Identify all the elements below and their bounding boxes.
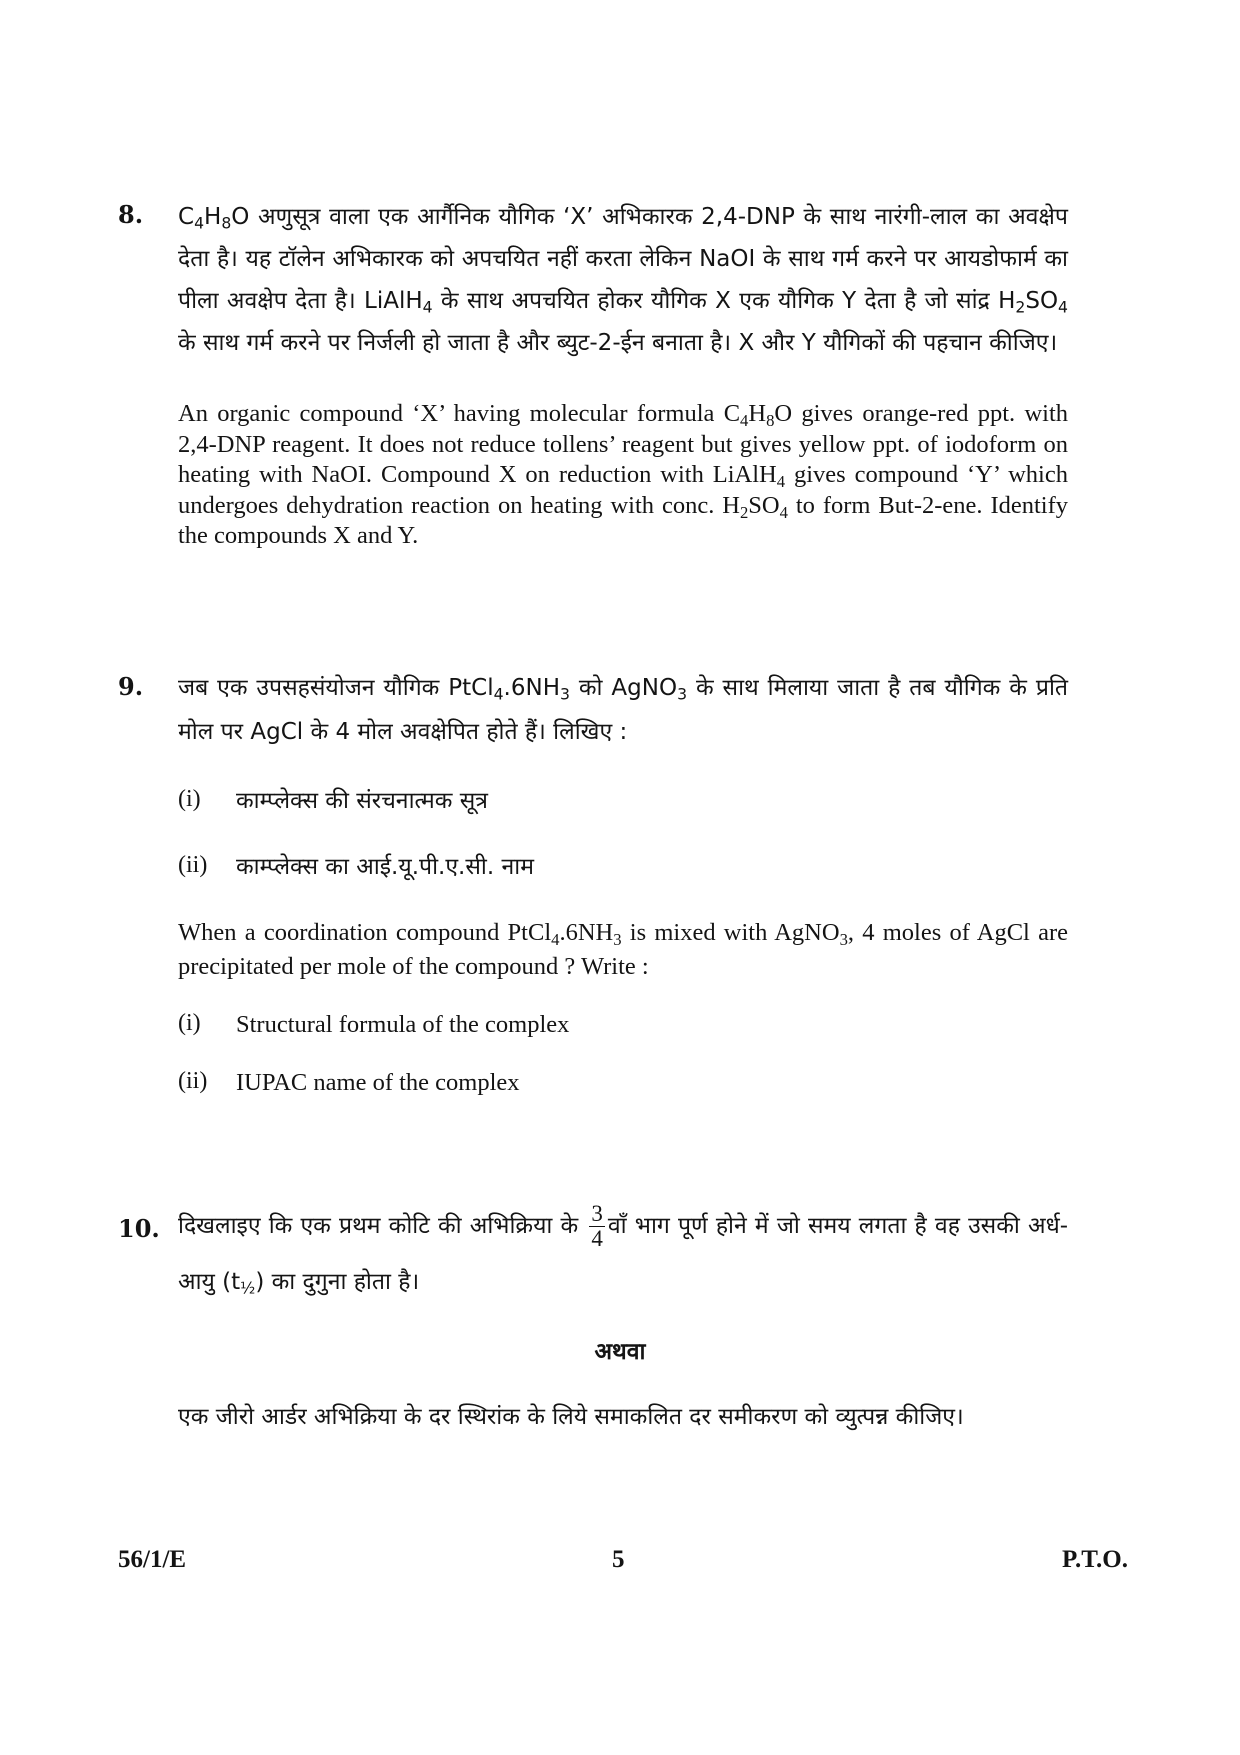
question-number: 8. <box>118 200 144 229</box>
exam-page: 8. $C_4H_8O$ अणुसूत्र वाला एक आर्गैनिक यौगिक ‘X’ अभिकारक 2,4-DNP के साथ नारंगी-लाल का अवक्षेप देता है। यह टॉलेन अभिकारक को अपचयित नहीं करता लेकिन NaOI के साथ गर्म करने पर आयडोफार्म का पीला अवक्षेप देता है। LiAlH$_4$ के साथ अपचयित होकर यौगिक X एक यौगिक Y देता है जो सांद्र $H_2SO_4$ के साथ गर्म करने पर निर्जली हो जाता है और ब्युट-2-ईन बनाता है। X और Y यौगिकों की पहचान कीजिए। An organic compound ‘X’ having molecular formula $C_4H_8O$ gives orange-red ppt. with 2,4-DNP reagent. It does not reduce tollens’ reagent but gives yellow ppt. of iodoform on heating with NaOI. Compound X on reduction with LiAlH$_4$ gives compound ‘Y’ which undergoes dehydration reaction on heating with conc. $H_2SO_4$ to form But-2-ene. Identify the compounds X and Y. 9. जब एक उपसहसंयोजन यौगिक $PtCl_4.6NH_3$ को AgNO$_3$ के साथ मिलाया जाता है तब यौगिक के प्रति मोल पर AgCl के 4 मोल अवक्षेपित होते हैं। लिखिए : (i) काम्प्लेक्स की संरचनात्मक सूत्र (ii) काम्प्लेक्स का आई.यू.पी.ए.सी. नाम When a coordination compound $PtCl_4.6NH_3$ is mixed with AgNO$_3$, 4 moles of AgCl are precipitated per mole of the compound ? Write : (i) Structural formula of the complex (ii) IUPAC name of the complex 10. दिखलाइए कि एक प्रथम कोटि की अभिक्रिया के $\frac{3}{4}$ वाँ भाग पूर्ण होने में जो समय लगता है वह उसकी अर्ध-आयु $(t_{\frac{1}{2}})$ का दुगुना होता है। अथवा एक जीरो आर्डर अभिक्रिया के दर स्थिरांक के लिये समाकलित दर समीकरण को व्युत्पन्न कीजिए। 56/1/E 5 P.T.O. <box>0 0 1240 1755</box>
question-number: 9. <box>118 672 144 701</box>
question-9-english: When a coordination compound $PtCl_4.6NH_3$ is mixed with AgNO$_3$, 4 moles of AgCl are precipitated per mole of the compound ? Write : <box>178 919 1068 980</box>
question-8-english: An organic compound ‘X’ having molecular formula $C_4H_8O$ gives orange-red ppt. with 2,4-DNP reagent. It does not reduce tollens’ reagent but gives yellow ppt. of iodoform on heating with NaOI. Compound X on reduction with LiAlH$_4$ gives compound ‘Y’ which undergoes dehydration reaction on heating with conc. $H_2SO_4$ to form But-2-ene. Identify the compounds X and Y. <box>178 400 1069 549</box>
question-8-hindi: $C_4H_8O$ अणुसूत्र वाला एक आर्गैनिक यौगिक ‘X’ अभिकारक 2,4-DNP के साथ नारंगी-लाल का अवक्षेप देता है। यह टॉलेन अभिकारक को अपचयित नहीं करता लेकिन NaOI के साथ गर्म करने पर आयडोफार्म का पीला अवक्षेप देता है। LiAlH$_4$ के साथ अपचयित होकर यौगिक X एक यौगिक Y देता है जो सांद्र $H_2SO_4$ के साथ गर्म करने पर निर्जली हो जाता है और ब्युट-2-ईन बनाता है। X और Y यौगिकों की पहचान कीजिए। <box>178 204 1068 356</box>
question-9-english-body <box>178 916 1068 984</box>
question-number: 10. <box>118 1214 160 1243</box>
question-10-hindi: दिखलाइए कि एक प्रथम कोटि की अभिक्रिया के $\frac{3}{4}$ वाँ भाग पूर्ण होने में जो समय लगता है वह उसकी अर्ध-आयु $(t_{\frac{1}{2}})$ का दुगुना होता है। <box>178 1201 1069 1298</box>
paper-code: 56/1/E <box>118 1546 187 1573</box>
please-turn-over: P.T.O. <box>1062 1546 1128 1573</box>
question-10-alt-text: एक जीरो आर्डर अभिक्रिया के दर स्थिरांक के लिये समाकलित दर समीकरण को व्युत्पन्न कीजिए। <box>178 1404 964 1430</box>
page-number: 5 <box>612 1546 625 1573</box>
question-9-body <box>178 666 1068 754</box>
question-9-hindi: जब एक उपसहसंयोजन यौगिक $PtCl_4.6NH_3$ को AgNO$_3$ के साथ मिलाया जाता है तब यौगिक के प्रति मोल पर AgCl के 4 मोल अवक्षेपित होते हैं। लिखिए : <box>178 675 1069 745</box>
question-8-body <box>178 196 1068 552</box>
or-label: अथवा <box>594 1339 646 1365</box>
question-10-body <box>178 1198 1068 1310</box>
fraction: $\frac{3}{4}$ <box>591 1201 603 1251</box>
